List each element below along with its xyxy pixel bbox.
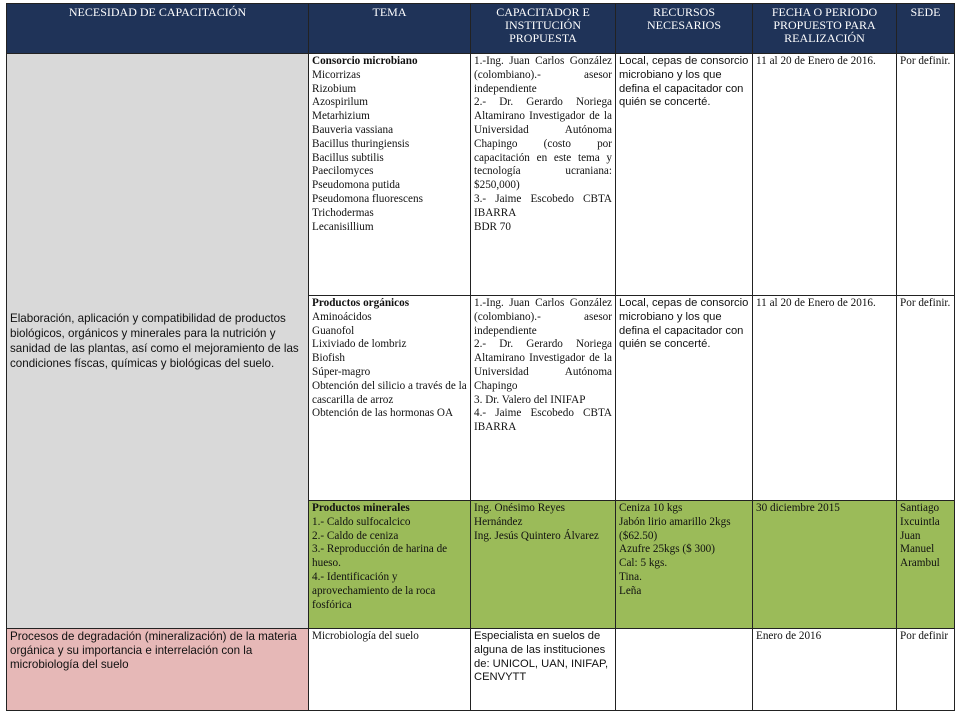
tema-item: Biofish	[312, 352, 345, 365]
capacitador-cell	[471, 501, 616, 629]
tema-item: Rizobium	[312, 82, 357, 95]
need-cell-1: Elaboración, aplicación y compatibilidad de productos biológicos, orgánicos y minerales para la nutrición y sanidad de las plantas, así como el mejoramiento de las condiciones físcas, químicas y biológicas del suelo.	[7, 54, 309, 629]
tema-item: Pseudomona putida	[312, 179, 400, 192]
fecha-cell: Enero de 2016	[753, 629, 897, 711]
tema-item: Súper-magro	[312, 365, 371, 378]
capacitador-item: 3.- Jaime Escobedo CBTA IBARRA	[474, 192, 612, 219]
sede-cell: Por definir.	[897, 296, 955, 501]
tema-item: Aminoácidos	[312, 310, 372, 323]
table-row	[7, 629, 955, 711]
tema-item: Obtención de las hormonas OA	[312, 407, 454, 420]
capacitador-item: 4.- Jaime Escobedo CBTA IBARRA	[474, 407, 612, 434]
tema-item: 3.- Reproducción de harina de hueso.	[312, 543, 448, 570]
tema-item: Pseudomona fluorescens	[312, 192, 423, 205]
tema-item: Metarhizium	[312, 110, 370, 123]
recursos-item: Cal: 5 kgs.	[619, 557, 668, 570]
tema-cell	[309, 501, 471, 629]
capacitador-cell: Especialista en suelos de alguna de las instituciones de: UNICOL, UAN, INIFAP, CENVYTT	[471, 629, 616, 711]
tema-item: Paecilomyces	[312, 165, 374, 178]
tema-item: Guanofol	[312, 324, 355, 337]
tema-cell	[309, 296, 471, 501]
capacitador-item: 2.- Dr. Gerardo Noriega Altamirano Investigador de la Universidad Autónoma Chapingo (costo por capacitación en este tema y tecnología ucraniana: $250,000)	[474, 96, 612, 192]
tema-item: Bacillus thuringiensis	[312, 137, 410, 150]
tema-item: 2.- Caldo de ceniza	[312, 529, 399, 542]
capacitador-item: Ing. Onésimo Reyes Hernández	[474, 502, 566, 528]
recursos-item: Leña	[619, 584, 642, 597]
tema-title: Productos minerales	[312, 502, 410, 514]
capacitador-cell	[471, 296, 616, 501]
tema-item: Obtención del silicio a través de la cascarilla de arroz	[312, 379, 467, 406]
capacitador-item: 1.-Ing. Juan Carlos González (colombiano).- asesor independiente	[474, 297, 612, 337]
capacitador-item: 2.- Dr. Gerardo Noriega Altamirano Investigador de la Universidad Autónoma Chapingo	[474, 338, 612, 392]
tema-item: Lecanisillium	[312, 220, 374, 233]
tema-item: 1.- Caldo sulfocalcico	[312, 515, 411, 528]
sede-cell: Santiago Ixcuintla Juan Manuel Arambul	[897, 501, 955, 629]
tema-item: Azospirilum	[312, 96, 368, 109]
header-tema: TEMA	[309, 4, 471, 54]
recursos-item: Tina.	[619, 570, 642, 583]
sede-cell: Por definir.	[897, 54, 955, 296]
table-row	[7, 54, 955, 296]
recursos-item: Jabón lirio amarillo 2kgs ($62.50)	[619, 515, 731, 542]
tema-item: Trichodermas	[312, 206, 374, 219]
header-recursos: RECURSOS NECESARIOS	[616, 4, 753, 54]
header-fecha: FECHA O PERIODO PROPUESTO PARA REALIZACIÓN	[753, 4, 897, 54]
tema-cell	[309, 54, 471, 296]
recursos-item: Azufre 25kgs ($ 300)	[619, 543, 716, 556]
tema-item: 4.- Identificación y aprovechamiento de la roca fosfórica	[312, 570, 436, 611]
fecha-cell: 30 diciembre 2015	[753, 501, 897, 629]
tema-item: Micorrizas	[312, 68, 361, 81]
tema-item: Bauveria vassiana	[312, 123, 394, 136]
header-necesidad: NECESIDAD DE CAPACITACIÓN	[7, 4, 309, 54]
capacitador-item: 1.-Ing. Juan Carlos González (colombiano).- asesor independiente	[474, 55, 612, 95]
recursos-item: Ceniza 10 kgs	[619, 502, 683, 514]
recursos-cell: Local, cepas de consorcio microbiano y los que defina el capacitador con quién se concerté.	[616, 54, 753, 296]
tema-title: Productos orgánicos	[312, 297, 410, 309]
capacitador-cell	[471, 54, 616, 296]
header-capacitador: CAPACITADOR E INSTITUCIÓN PROPUESTA	[471, 4, 616, 54]
recursos-cell	[616, 501, 753, 629]
header-sede: SEDE	[897, 4, 955, 54]
header-row	[7, 4, 955, 54]
tema-item: Lixiviado de lombriz	[312, 338, 407, 351]
capacitador-item: BDR 70	[474, 220, 511, 233]
tema-item: Bacillus subtilis	[312, 151, 384, 164]
capacitador-item: 3. Dr. Valero del INIFAP	[474, 393, 586, 406]
need-cell-2: Procesos de degradación (mineralización) de la materia orgánica y su importancia e interrelación con la microbiología del suelo	[7, 629, 309, 711]
capacitador-item: Ing. Jesús Quintero Álvarez	[474, 529, 599, 542]
sede-cell: Por definir	[897, 629, 955, 711]
training-needs-table	[6, 3, 955, 711]
fecha-cell: 11 al 20 de Enero de 2016.	[753, 54, 897, 296]
tema-cell: Microbiología del suelo	[309, 629, 471, 711]
recursos-cell: Local, cepas de consorcio microbiano y los que defina el capacitador con quién se concerté.	[616, 296, 753, 501]
tema-title: Consorcio microbiano	[312, 55, 418, 67]
fecha-cell: 11 al 20 de Enero de 2016.	[753, 296, 897, 501]
recursos-cell	[616, 629, 753, 711]
